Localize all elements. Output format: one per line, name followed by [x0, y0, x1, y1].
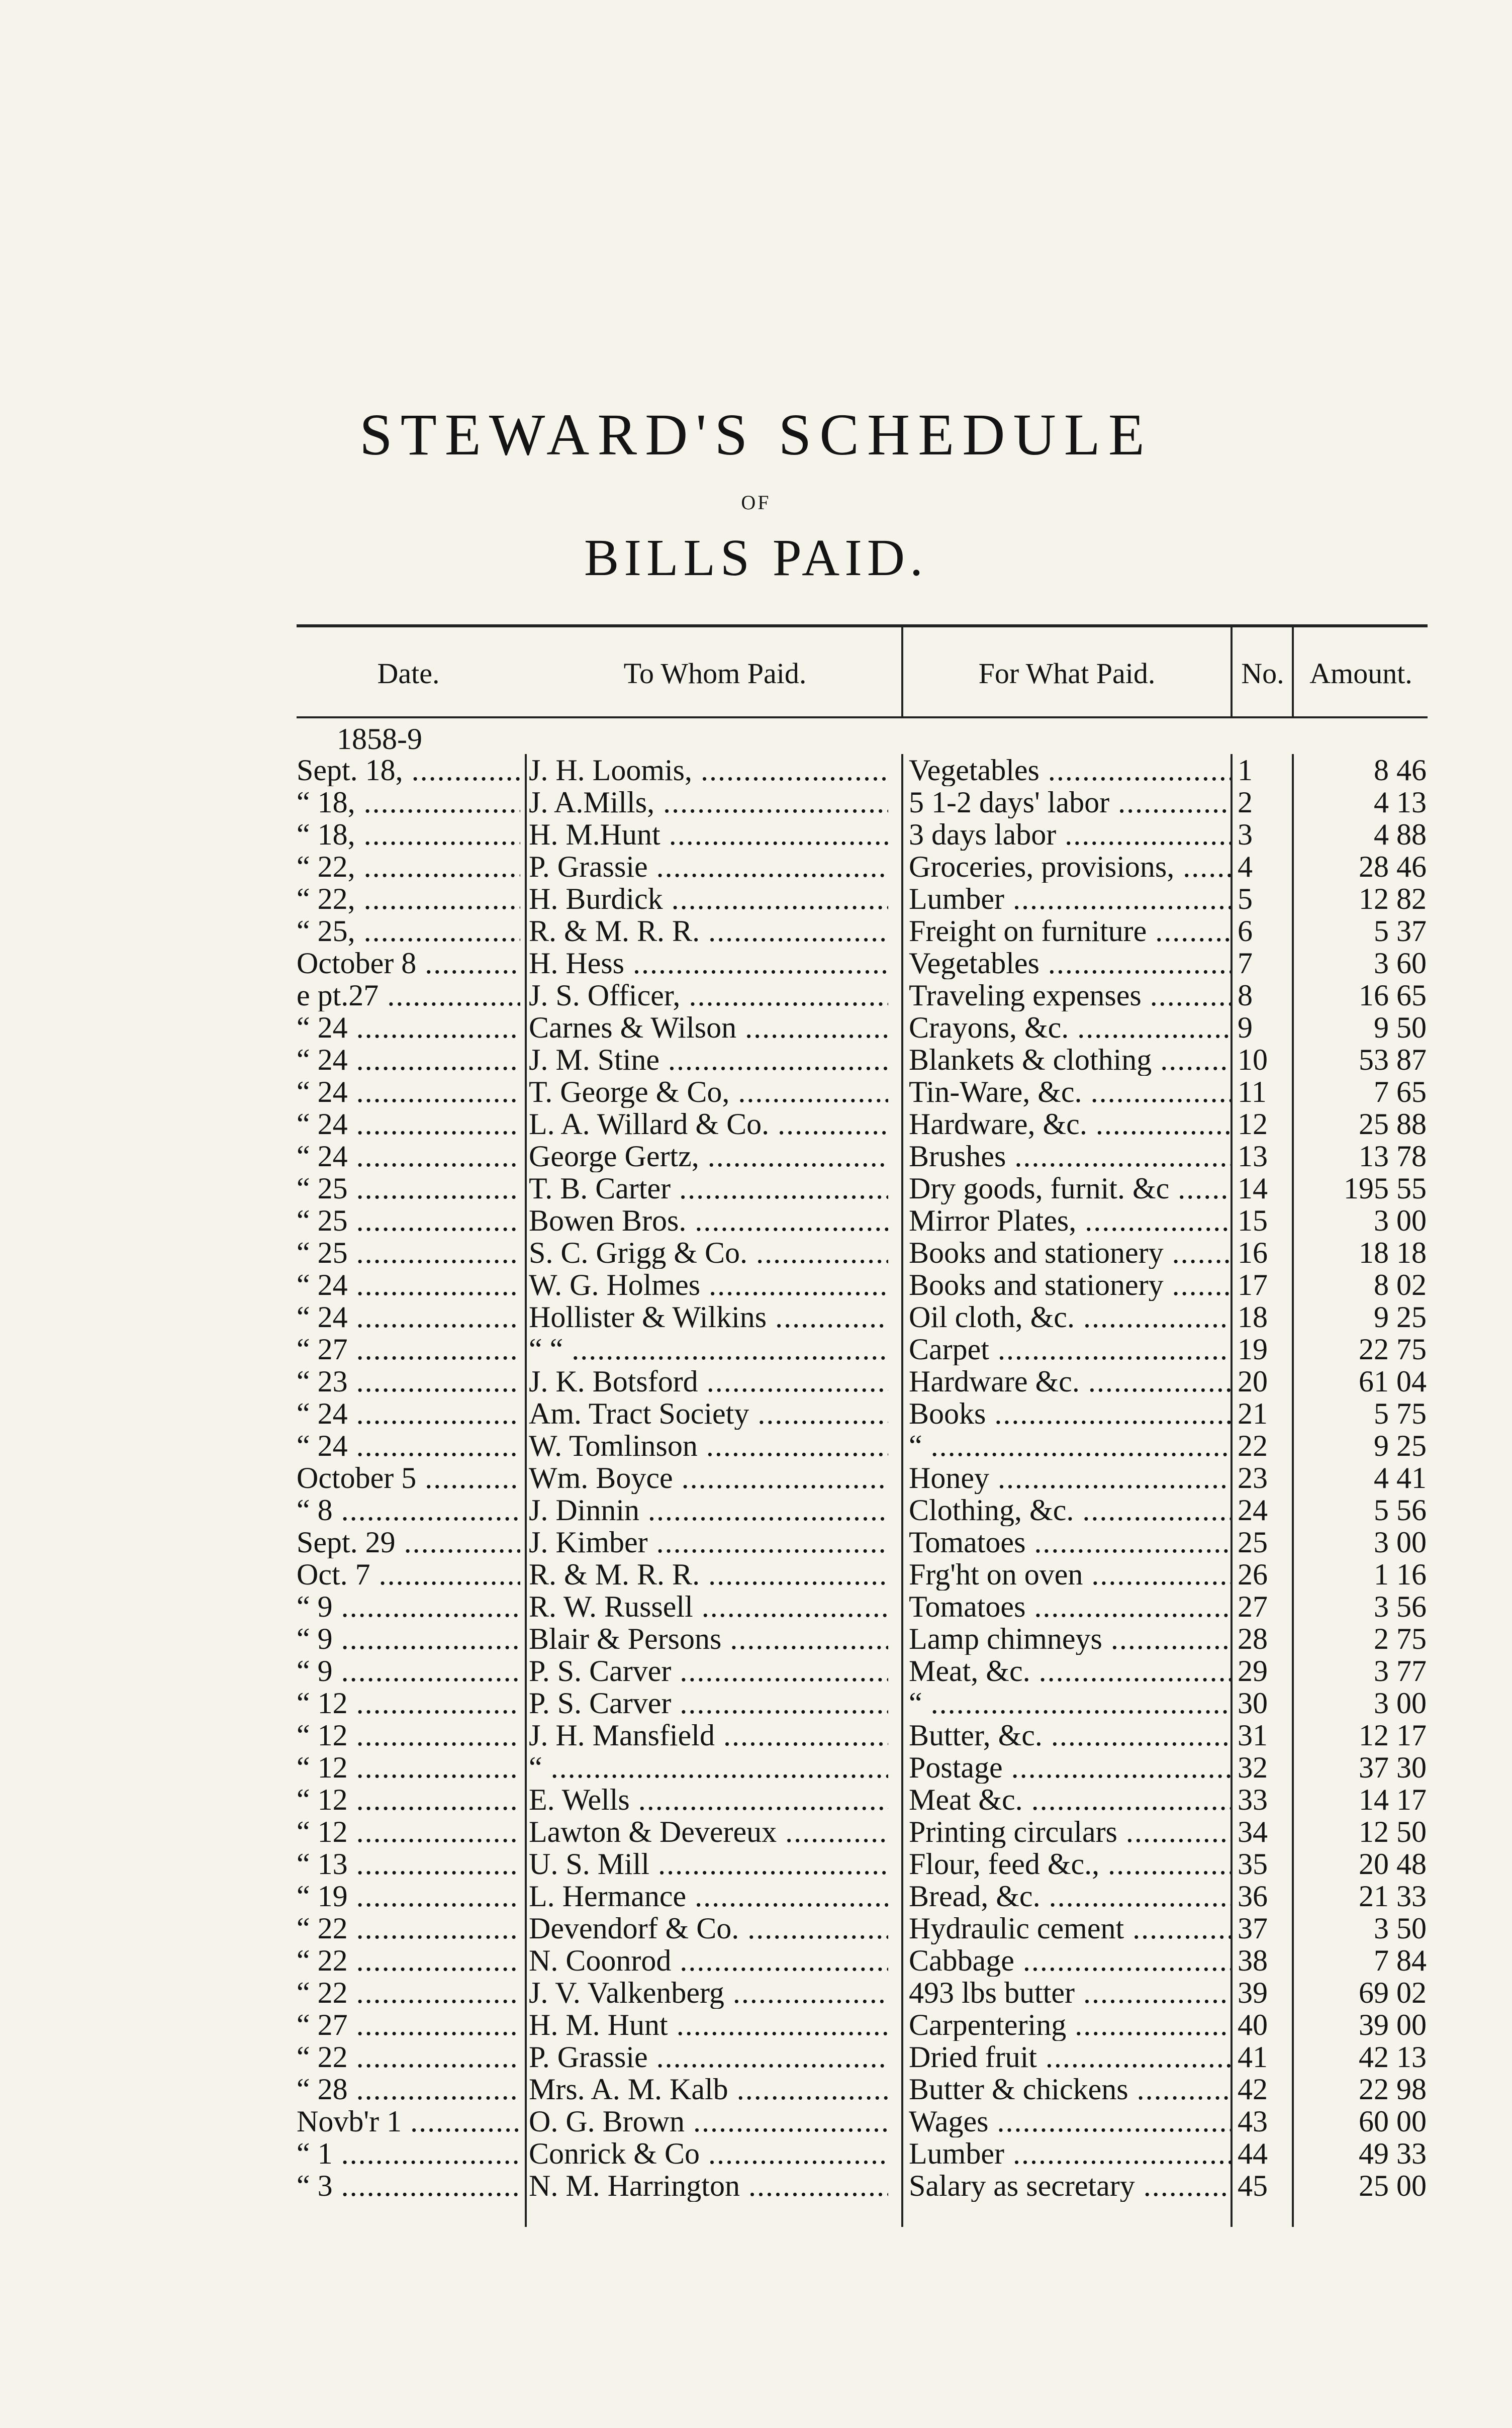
row-amount: 13 78 — [1359, 1140, 1427, 1172]
row-amount: 42 13 — [1359, 2041, 1427, 2073]
table-row — [0, 1462, 1512, 1494]
row-number: 24 — [1238, 1494, 1268, 1526]
row-date: “ 18, ..... — [297, 786, 520, 818]
row-date: October 5 ..... — [297, 1462, 520, 1494]
table-row — [0, 1044, 1512, 1076]
row-amount: 3 50 — [1374, 1912, 1427, 1944]
row-purpose: Printing circulars ..... — [909, 1816, 1231, 1848]
row-amount: 3 56 — [1374, 1591, 1427, 1623]
row-number: 9 — [1238, 1011, 1253, 1044]
row-payee: P. S. Carver ..... — [529, 1687, 888, 1719]
table-row — [0, 1784, 1512, 1816]
row-purpose: Wages ..... — [909, 2105, 1231, 2137]
row-number: 36 — [1238, 1880, 1268, 1912]
row-payee: Devendorf & Co. ..... — [529, 1912, 888, 1944]
row-number: 11 — [1238, 1076, 1267, 1108]
row-purpose: Salary as secretary ..... — [909, 2170, 1231, 2202]
row-payee: T. George & Co, ..... — [529, 1076, 888, 1108]
row-number: 8 — [1238, 979, 1253, 1011]
table-row — [0, 1816, 1512, 1848]
row-purpose: Vegetables ..... — [909, 754, 1231, 786]
row-payee: P. Grassie ..... — [529, 851, 888, 883]
row-purpose: Books ..... — [909, 1397, 1231, 1430]
row-payee: Wm. Boyce ..... — [529, 1462, 888, 1494]
table-row — [0, 1140, 1512, 1172]
table-row — [0, 1719, 1512, 1751]
row-number: 38 — [1238, 1944, 1268, 1977]
row-amount: 12 82 — [1359, 883, 1427, 915]
row-date: “ 12 ..... — [297, 1687, 520, 1719]
row-number: 30 — [1238, 1687, 1268, 1719]
row-purpose: Carpentering ..... — [909, 2009, 1231, 2041]
row-purpose: Carpet ..... — [909, 1333, 1231, 1365]
row-number: 21 — [1238, 1397, 1268, 1430]
row-purpose: Clothing, &c. ..... — [909, 1494, 1231, 1526]
table-row — [0, 1108, 1512, 1140]
row-number: 1 — [1238, 754, 1253, 786]
row-date: “ 24 ..... — [297, 1397, 520, 1430]
row-purpose: Lumber ..... — [909, 2137, 1231, 2170]
row-amount: 7 65 — [1374, 1076, 1427, 1108]
row-amount: 12 50 — [1359, 1816, 1427, 1848]
table-row — [0, 2009, 1512, 2041]
row-payee: R. W. Russell ..... — [529, 1591, 888, 1623]
row-payee: J. H. Loomis, ..... — [529, 754, 888, 786]
row-amount: 195 55 — [1344, 1172, 1427, 1204]
row-purpose: Butter & chickens ..... — [909, 2073, 1231, 2105]
row-number: 34 — [1238, 1816, 1268, 1848]
row-payee: Bowen Bros. ..... — [529, 1204, 888, 1237]
row-amount: 8 46 — [1374, 754, 1427, 786]
row-payee: George Gertz, ..... — [529, 1140, 888, 1172]
row-payee: Carnes & Wilson ..... — [529, 1011, 888, 1044]
row-date: “ 13 ..... — [297, 1848, 520, 1880]
row-amount: 69 02 — [1359, 1977, 1427, 2009]
row-amount: 5 56 — [1374, 1494, 1427, 1526]
row-purpose: Freight on furniture ..... — [909, 915, 1231, 947]
row-amount: 1 16 — [1374, 1558, 1427, 1591]
row-number: 16 — [1238, 1237, 1268, 1269]
row-amount: 4 41 — [1374, 1462, 1427, 1494]
row-amount: 22 75 — [1359, 1333, 1427, 1365]
row-payee: Lawton & Devereux ..... — [529, 1816, 888, 1848]
row-date: “ 8 ..... — [297, 1494, 520, 1526]
row-purpose: “ ..... — [909, 1430, 1231, 1462]
column-header-whom: To Whom Paid. — [623, 657, 807, 690]
row-payee: Hollister & Wilkins ..... — [529, 1301, 888, 1333]
table-row — [0, 1880, 1512, 1912]
row-date: “ 3 ..... — [297, 2170, 520, 2202]
table-row — [0, 1365, 1512, 1397]
row-purpose: Dry goods, furnit. &c ..... — [909, 1172, 1231, 1204]
table-row — [0, 1011, 1512, 1044]
row-date: “ 12 ..... — [297, 1816, 520, 1848]
row-payee: N. M. Harrington ..... — [529, 2170, 888, 2202]
row-number: 12 — [1238, 1108, 1268, 1140]
table-row — [0, 1558, 1512, 1591]
table-row — [0, 2073, 1512, 2105]
row-purpose: Dried fruit ..... — [909, 2041, 1231, 2073]
table-row — [0, 1751, 1512, 1784]
row-number: 20 — [1238, 1365, 1268, 1397]
row-date: “ 22 ..... — [297, 1977, 520, 2009]
row-number: 22 — [1238, 1430, 1268, 1462]
table-row — [0, 915, 1512, 947]
column-header-amount: Amount. — [1309, 657, 1412, 690]
row-amount: 20 48 — [1359, 1848, 1427, 1880]
row-date: Oct. 7 ..... — [297, 1558, 520, 1591]
table-row — [0, 1269, 1512, 1301]
row-date: “ 12 ..... — [297, 1784, 520, 1816]
row-purpose: Frg'ht on oven ..... — [909, 1558, 1231, 1591]
row-amount: 9 25 — [1374, 1301, 1427, 1333]
row-number: 43 — [1238, 2105, 1268, 2137]
row-number: 14 — [1238, 1172, 1268, 1204]
row-amount: 18 18 — [1359, 1237, 1427, 1269]
row-date: “ 12 ..... — [297, 1719, 520, 1751]
row-number: 19 — [1238, 1333, 1268, 1365]
row-payee: J. A.Mills, ..... — [529, 786, 888, 818]
row-number: 18 — [1238, 1301, 1268, 1333]
row-number: 33 — [1238, 1784, 1268, 1816]
row-purpose: Hydraulic cement ..... — [909, 1912, 1231, 1944]
row-payee: P. S. Carver ..... — [529, 1655, 888, 1687]
table-row — [0, 1397, 1512, 1430]
row-number: 13 — [1238, 1140, 1268, 1172]
row-number: 2 — [1238, 786, 1253, 818]
row-purpose: Butter, &c. ..... — [909, 1719, 1231, 1751]
row-purpose: Oil cloth, &c. ..... — [909, 1301, 1231, 1333]
row-date: Sept. 18, ..... — [297, 754, 520, 786]
table-row — [0, 1237, 1512, 1269]
row-number: 40 — [1238, 2009, 1268, 2041]
row-amount: 61 04 — [1359, 1365, 1427, 1397]
table-row — [0, 1333, 1512, 1365]
page-subtitle: OF — [741, 491, 771, 514]
row-payee: W. G. Holmes ..... — [529, 1269, 888, 1301]
row-purpose: 3 days labor ..... — [909, 818, 1231, 851]
row-purpose: Books and stationery ..... — [909, 1269, 1231, 1301]
table-row — [0, 979, 1512, 1011]
table-row — [0, 1977, 1512, 2009]
row-payee: Mrs. A. M. Kalb ..... — [529, 2073, 888, 2105]
row-number: 29 — [1238, 1655, 1268, 1687]
row-date: “ 24 ..... — [297, 1301, 520, 1333]
row-payee: J. K. Botsford ..... — [529, 1365, 888, 1397]
row-payee: P. Grassie ..... — [529, 2041, 888, 2073]
row-number: 26 — [1238, 1558, 1268, 1591]
row-amount: 3 00 — [1374, 1526, 1427, 1558]
row-date: “ 24 ..... — [297, 1108, 520, 1140]
row-amount: 12 17 — [1359, 1719, 1427, 1751]
row-purpose: Tomatoes ..... — [909, 1526, 1231, 1558]
row-number: 35 — [1238, 1848, 1268, 1880]
table-row — [0, 1430, 1512, 1462]
row-amount: 25 00 — [1359, 2170, 1427, 2202]
row-amount: 3 77 — [1374, 1655, 1427, 1687]
row-payee: J. M. Stine ..... — [529, 1044, 888, 1076]
row-amount: 39 00 — [1359, 2009, 1427, 2041]
row-purpose: Brushes ..... — [909, 1140, 1231, 1172]
row-number: 44 — [1238, 2137, 1268, 2170]
row-date: “ 24 ..... — [297, 1011, 520, 1044]
row-number: 7 — [1238, 947, 1253, 979]
table-row — [0, 851, 1512, 883]
table-row — [0, 1912, 1512, 1944]
row-amount: 60 00 — [1359, 2105, 1427, 2137]
table-row — [0, 1623, 1512, 1655]
row-number: 10 — [1238, 1044, 1268, 1076]
row-purpose: Tomatoes ..... — [909, 1591, 1231, 1623]
row-number: 37 — [1238, 1912, 1268, 1944]
row-date: “ 28 ..... — [297, 2073, 520, 2105]
row-payee: R. & M. R. R. ..... — [529, 915, 888, 947]
divider-no-header — [1231, 626, 1233, 717]
section-heading: BILLS PAID. — [584, 529, 928, 587]
row-payee: U. S. Mill ..... — [529, 1848, 888, 1880]
row-payee: H. M.Hunt ..... — [529, 818, 888, 851]
row-date: “ 18, ..... — [297, 818, 520, 851]
table-row — [0, 1944, 1512, 1977]
row-date: “ 24 ..... — [297, 1076, 520, 1108]
row-payee: E. Wells ..... — [529, 1784, 888, 1816]
row-payee: J. H. Mansfield ..... — [529, 1719, 888, 1751]
row-number: 39 — [1238, 1977, 1268, 2009]
row-date: Sept. 29 ..... — [297, 1526, 520, 1558]
row-amount: 16 65 — [1359, 979, 1427, 1011]
row-purpose: 493 lbs butter ..... — [909, 1977, 1231, 2009]
row-number: 17 — [1238, 1269, 1268, 1301]
row-purpose: Lamp chimneys ..... — [909, 1623, 1231, 1655]
row-number: 25 — [1238, 1526, 1268, 1558]
row-amount: 3 00 — [1374, 1204, 1427, 1237]
row-date: October 8 ..... — [297, 947, 520, 979]
row-number: 5 — [1238, 883, 1253, 915]
row-purpose: Books and stationery ..... — [909, 1237, 1231, 1269]
row-payee: L. Hermance ..... — [529, 1880, 888, 1912]
row-amount: 5 75 — [1374, 1397, 1427, 1430]
table-row — [0, 1494, 1512, 1526]
row-date: “ 25 ..... — [297, 1172, 520, 1204]
row-payee: T. B. Carter ..... — [529, 1172, 888, 1204]
row-amount: 28 46 — [1359, 851, 1427, 883]
row-purpose: Meat &c. ..... — [909, 1784, 1231, 1816]
row-payee: L. A. Willard & Co. ..... — [529, 1108, 888, 1140]
row-number: 41 — [1238, 2041, 1268, 2073]
row-payee: J. Dinnin ..... — [529, 1494, 888, 1526]
row-number: 28 — [1238, 1623, 1268, 1655]
row-amount: 9 50 — [1374, 1011, 1427, 1044]
row-amount: 4 88 — [1374, 818, 1427, 851]
row-date: “ 24 ..... — [297, 1430, 520, 1462]
row-amount: 3 00 — [1374, 1687, 1427, 1719]
row-payee: H. M. Hunt ..... — [529, 2009, 888, 2041]
row-date: “ 9 ..... — [297, 1655, 520, 1687]
row-date: “ 27 ..... — [297, 1333, 520, 1365]
row-purpose: Traveling expenses ..... — [909, 979, 1231, 1011]
fiscal-year: 1858-9 — [337, 722, 422, 756]
row-purpose: Honey ..... — [909, 1462, 1231, 1494]
row-amount: 3 60 — [1374, 947, 1427, 979]
divider-what-header — [901, 626, 903, 717]
row-purpose: Hardware, &c. ..... — [909, 1108, 1231, 1140]
row-payee: N. Coonrod ..... — [529, 1944, 888, 1977]
table-row — [0, 1301, 1512, 1333]
row-number: 31 — [1238, 1719, 1268, 1751]
column-header-what: For What Paid. — [978, 657, 1156, 690]
row-purpose: Flour, feed &c., ..... — [909, 1848, 1231, 1880]
row-purpose: Blankets & clothing ..... — [909, 1044, 1231, 1076]
row-payee: O. G. Brown ..... — [529, 2105, 888, 2137]
row-purpose: Tin-Ware, &c. ..... — [909, 1076, 1231, 1108]
table-row — [0, 1591, 1512, 1623]
row-amount: 7 84 — [1374, 1944, 1427, 1977]
row-payee: Am. Tract Society ..... — [529, 1397, 888, 1430]
table-row — [0, 883, 1512, 915]
row-amount: 49 33 — [1359, 2137, 1427, 2170]
row-date: “ 22 ..... — [297, 2041, 520, 2073]
row-amount: 22 98 — [1359, 2073, 1427, 2105]
row-number: 42 — [1238, 2073, 1268, 2105]
row-payee: “ “ ..... — [529, 1333, 888, 1365]
row-amount: 25 88 — [1359, 1108, 1427, 1140]
row-number: 4 — [1238, 851, 1253, 883]
row-purpose: Vegetables ..... — [909, 947, 1231, 979]
row-amount: 37 30 — [1359, 1751, 1427, 1784]
row-purpose: Crayons, &c. ..... — [909, 1011, 1231, 1044]
table-row — [0, 1526, 1512, 1558]
row-purpose: Cabbage ..... — [909, 1944, 1231, 1977]
row-date: “ 19 ..... — [297, 1880, 520, 1912]
row-payee: H. Burdick ..... — [529, 883, 888, 915]
row-number: 3 — [1238, 818, 1253, 851]
row-payee: “ ..... — [529, 1751, 888, 1784]
row-purpose: Groceries, provisions, ..... — [909, 851, 1231, 883]
row-purpose: Lumber ..... — [909, 883, 1231, 915]
row-date: e pt.27 ..... — [297, 979, 520, 1011]
row-date: “ 25, ..... — [297, 915, 520, 947]
divider-amount-header — [1292, 626, 1294, 717]
row-amount: 14 17 — [1359, 1784, 1427, 1816]
row-amount: 53 87 — [1359, 1044, 1427, 1076]
row-number: 27 — [1238, 1591, 1268, 1623]
page-title: STEWARD'S SCHEDULE — [359, 402, 1153, 468]
row-number: 6 — [1238, 915, 1253, 947]
row-number: 23 — [1238, 1462, 1268, 1494]
row-date: “ 12 ..... — [297, 1751, 520, 1784]
table-row — [0, 2137, 1512, 2170]
table-row — [0, 1076, 1512, 1108]
row-date: “ 22, ..... — [297, 851, 520, 883]
table-row — [0, 786, 1512, 818]
row-purpose: “ ..... — [909, 1687, 1231, 1719]
table-row — [0, 818, 1512, 851]
row-payee: Conrick & Co ..... — [529, 2137, 888, 2170]
table-row — [0, 1687, 1512, 1719]
row-date: “ 25 ..... — [297, 1204, 520, 1237]
row-date: “ 25 ..... — [297, 1237, 520, 1269]
table-row — [0, 1204, 1512, 1237]
row-date: “ 24 ..... — [297, 1269, 520, 1301]
row-amount: 8 02 — [1374, 1269, 1427, 1301]
row-date: “ 1 ..... — [297, 2137, 520, 2170]
row-amount: 5 37 — [1374, 915, 1427, 947]
row-payee: R. & M. R. R. ..... — [529, 1558, 888, 1591]
row-date: Novb'r 1 ..... — [297, 2105, 520, 2137]
header-top-rule — [297, 624, 1428, 627]
row-payee: J. S. Officer, ..... — [529, 979, 888, 1011]
table-row — [0, 1655, 1512, 1687]
row-date: “ 9 ..... — [297, 1591, 520, 1623]
row-number: 45 — [1238, 2170, 1268, 2202]
row-date: “ 24 ..... — [297, 1044, 520, 1076]
column-header-date: Date. — [377, 657, 440, 690]
row-amount: 2 75 — [1374, 1623, 1427, 1655]
row-date: “ 27 ..... — [297, 2009, 520, 2041]
column-header-no: No. — [1241, 657, 1284, 690]
table-row — [0, 1172, 1512, 1204]
row-amount: 21 33 — [1359, 1880, 1427, 1912]
row-number: 32 — [1238, 1751, 1268, 1784]
row-purpose: Mirror Plates, ..... — [909, 1204, 1231, 1237]
row-amount: 9 25 — [1374, 1430, 1427, 1462]
table-row — [0, 2170, 1512, 2202]
row-payee: J. V. Valkenberg ..... — [529, 1977, 888, 2009]
table-row — [0, 2041, 1512, 2073]
row-purpose: Hardware &c. ..... — [909, 1365, 1231, 1397]
header-bottom-rule — [297, 716, 1428, 718]
table-row — [0, 1848, 1512, 1880]
row-date: “ 9 ..... — [297, 1623, 520, 1655]
row-payee: S. C. Grigg & Co. ..... — [529, 1237, 888, 1269]
row-date: “ 22 ..... — [297, 1912, 520, 1944]
table-row — [0, 947, 1512, 979]
row-payee: H. Hess ..... — [529, 947, 888, 979]
row-payee: J. Kimber ..... — [529, 1526, 888, 1558]
table-row — [0, 2105, 1512, 2137]
row-purpose: Postage ..... — [909, 1751, 1231, 1784]
row-date: “ 23 ..... — [297, 1365, 520, 1397]
row-date: “ 24 ..... — [297, 1140, 520, 1172]
row-date: “ 22 ..... — [297, 1944, 520, 1977]
row-purpose: Bread, &c. ..... — [909, 1880, 1231, 1912]
row-purpose: Meat, &c. ..... — [909, 1655, 1231, 1687]
table-row — [0, 754, 1512, 786]
row-amount: 4 13 — [1374, 786, 1427, 818]
row-purpose: 5 1-2 days' labor ..... — [909, 786, 1231, 818]
row-date: “ 22, ..... — [297, 883, 520, 915]
row-payee: W. Tomlinson ..... — [529, 1430, 888, 1462]
row-payee: Blair & Persons ..... — [529, 1623, 888, 1655]
row-number: 15 — [1238, 1204, 1268, 1237]
